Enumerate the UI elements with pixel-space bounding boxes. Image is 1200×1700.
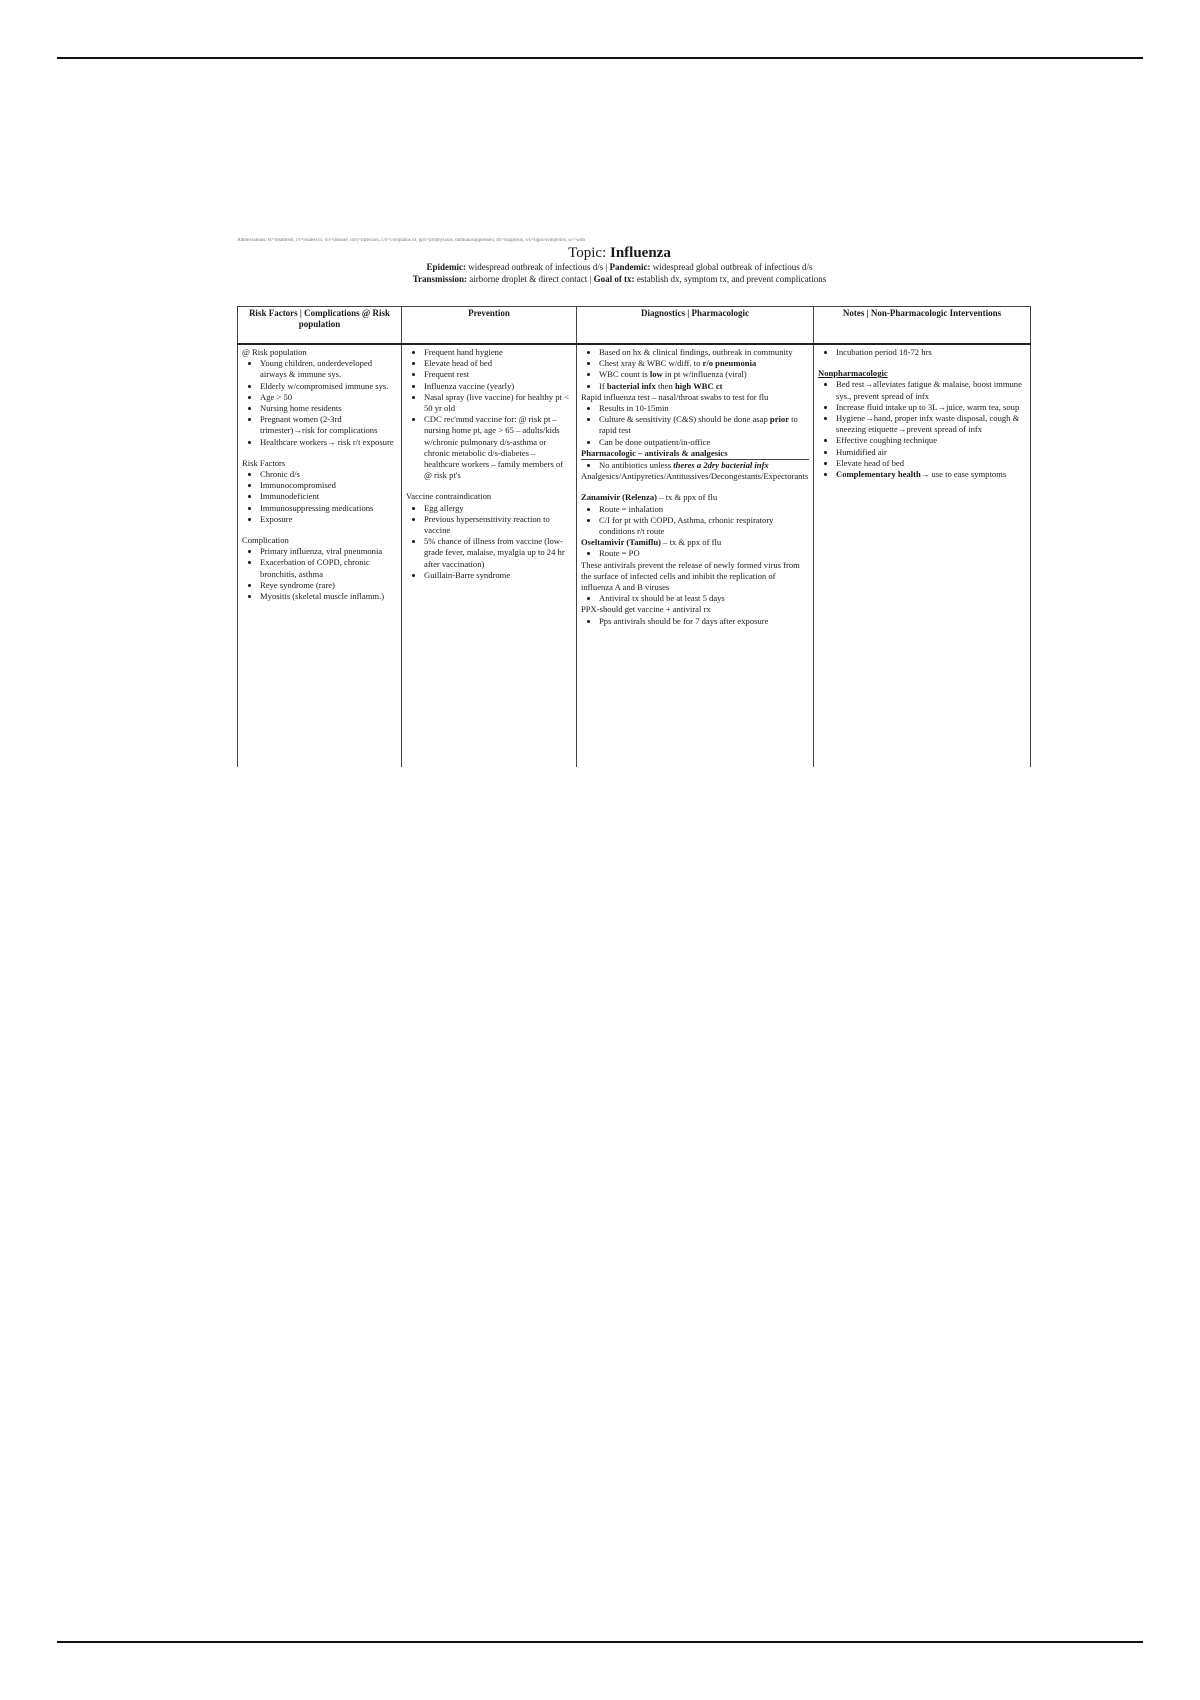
oseltamivir-list — [581, 548, 809, 559]
zanamivir-list — [581, 504, 809, 538]
title-main: Influenza — [610, 245, 671, 261]
list-item: • CDC rec'mmd vaccine for: @ risk pt – nursing home pt, age > 65 – adults/kids w/chronic pulmonary d/s-asthma or chronic metabolic d/s-diabetes – healthcare workers – family members of @ risk pt's — [424, 414, 572, 481]
cell-risk-factors — [238, 344, 402, 767]
pandemic-label: Pandemic: — [609, 262, 651, 272]
ppx-list — [581, 616, 809, 627]
list-item: • 5% chance of illness from vaccine (low-grade fever, malaise, myalgia up to 24 hr after vaccination) — [424, 536, 572, 570]
goal-label: Goal of tx: — [593, 274, 635, 284]
list-item: • Previous hypersensitivity reaction to vaccine — [424, 514, 572, 536]
list-item: • Immunosuppressing medications — [260, 503, 397, 514]
list-item: • Nursing home residents — [260, 403, 397, 414]
list-item: • Pregnant women (2-3rd trimester)→risk for complications — [260, 414, 397, 436]
risk-factors-list — [242, 469, 397, 525]
list-item: • No antibiotics unless theres a 2dry bacterial infx — [599, 460, 809, 471]
cell-prevention — [402, 344, 577, 767]
contraindication-list — [406, 503, 572, 581]
list-item: • Age > 50 — [260, 392, 397, 403]
separator: | — [589, 274, 592, 284]
list-item: • Based on hx & clinical findings, outbreak in community — [599, 347, 809, 358]
list-item: • Increase fluid intake up to 3L→juice, warm tea, soup — [836, 402, 1026, 413]
list-item: • Frequent rest — [424, 369, 572, 380]
list-item: • C/I for pt with COPD, Asthma, crhonic respiratory conditions r/t route — [599, 515, 809, 537]
list-item: • Egg allergy — [424, 503, 572, 514]
header-notes: Notes | Non-Pharmacologic Interventions — [814, 307, 1031, 345]
list-item: • Pps antivirals should be for 7 days after exposure — [599, 616, 809, 627]
list-item: • Reye syndrome (rare) — [260, 580, 397, 591]
list-item: • Guillain-Barre syndrome — [424, 570, 572, 581]
pharm-list — [581, 460, 809, 471]
list-item: • Frequent hand hygiene — [424, 347, 572, 358]
list-item: • Elderly w/compromised immune sys. — [260, 381, 397, 392]
list-item: • If bacterial infx then high WBC ct — [599, 381, 809, 392]
risk-population-list — [242, 358, 397, 448]
transmission-text: airborne droplet & direct contact — [469, 274, 588, 284]
list-item: • Humidified air — [836, 447, 1026, 458]
epidemic-label: Epidemic: — [426, 262, 466, 272]
list-item: • Immunodeficient — [260, 491, 397, 502]
list-item: • Young children, underdeveloped airways & immune sys. — [260, 358, 397, 380]
nonpharmacologic-list — [818, 379, 1026, 480]
risk-population-heading: @ Risk population — [242, 347, 307, 357]
oseltamivir-line: Oseltamivir (Tamiflu) – tx & ppx of flu — [581, 537, 722, 548]
notes-list — [818, 347, 1026, 358]
vaccine-contraindication-heading: Vaccine contraindication — [406, 491, 492, 502]
nonpharmacologic-heading: Nonpharmacologic — [818, 368, 888, 379]
list-item: • Primary influenza, viral pneumonia — [260, 546, 397, 557]
page-title — [237, 245, 1002, 261]
rapid-test-list — [581, 403, 809, 448]
list-item: • Can be done outpatient/in-office — [599, 437, 809, 448]
prevention-list — [406, 347, 572, 481]
antivirals-note: These antivirals prevent the release of newly formed virus from the surface of infected cells and inhibit the replication of influenza A and B viruses — [581, 559, 800, 593]
epidemic-text: widespread outbreak of infectious d/s — [468, 262, 604, 272]
abbreviations-line: Abbreviations: tx=treatment, r/t=related to, d/s=disease, infx=infection, c/o=complains of, ppx=prophylaxis, immunosuppressed, dx=diagnosis, s/s=signs/symptoms, w/=with — [237, 238, 585, 243]
analgesics-text: Analgesics/Antipyretics/Antitussives/Decongestants/Expectorants — [581, 471, 809, 482]
header-risk-factors: Risk Factors | Complications @ Risk population — [238, 307, 402, 345]
transmission-label: Transmission: — [412, 274, 468, 284]
complications-list — [242, 546, 397, 602]
top-rule — [57, 57, 1143, 59]
list-item: • Incubation period 18-72 hrs — [836, 347, 1026, 358]
separator: | — [605, 262, 608, 272]
list-item: • Culture & sensitivity (C&S) should be done asap prior to rapid test — [599, 414, 809, 436]
zanamivir-line: Zanamivir (Relenza) – tx & ppx of flu — [581, 492, 718, 503]
bottom-rule — [57, 1641, 1143, 1643]
goal-text: establish dx, symptom tx, and prevent complications — [636, 274, 827, 284]
list-item: • Route = inhalation — [599, 504, 809, 515]
document-image — [237, 238, 1022, 767]
ppx-text: PPX-should get vaccine + antiviral rx — [581, 604, 711, 615]
list-item: • Antiviral tx should be at least 5 days — [599, 593, 809, 604]
diagnostics-list — [581, 347, 809, 392]
definition-line-1 — [237, 261, 1002, 273]
definition-line-2 — [237, 273, 1002, 285]
list-item: • Exposure — [260, 514, 397, 525]
pandemic-text: widespread global outbreak of infectious d/s — [652, 262, 813, 272]
list-item: • Elevate head of bed — [424, 358, 572, 369]
list-item: • Hygiene→hand, proper infx waste disposal, cough & sneezing etiquette→prevent spread of infx — [836, 413, 1026, 435]
header-diagnostics: Diagnostics | Pharmacologic — [577, 307, 814, 345]
complication-heading: Complication — [242, 535, 289, 546]
pharmacologic-heading: Pharmacologic – antivirals & analgesics — [581, 448, 809, 460]
list-item: • Nasal spray (live vaccine) for healthy pt < 50 yr old — [424, 392, 572, 414]
list-item: • Route = PO — [599, 548, 809, 559]
list-item: • Exacerbation of COPD, chronic bronchitis, asthma — [260, 557, 397, 579]
cell-notes — [814, 344, 1031, 767]
list-item: • WBC count is low in pt w/influenza (viral) — [599, 369, 809, 380]
list-item: • Chronic d/s — [260, 469, 397, 480]
header-prevention: Prevention — [402, 307, 577, 345]
cell-diagnostics — [577, 344, 814, 767]
rapid-test-text: Rapid influenza test – nasal/throat swabs to test for flu — [581, 391, 769, 402]
title-prefix: Topic: — [568, 245, 607, 261]
list-item: • Complementary health→ use to ease symptoms — [836, 469, 1026, 480]
risk-factors-heading: Risk Factors — [242, 457, 286, 468]
notes-table — [237, 306, 1031, 767]
list-item: • Effective coughing technique — [836, 435, 1026, 446]
list-item: • Elevate head of bed — [836, 458, 1026, 469]
antiviral-list — [581, 593, 809, 604]
list-item: • Bed rest→alleviates fatigue & malaise, boost immune sys., prevent spread of infx — [836, 379, 1026, 401]
list-item: • Myositis (skeletal muscle inflamm.) — [260, 591, 397, 602]
list-item: • Results in 10-15min — [599, 403, 809, 414]
list-item: • Immunocompromised — [260, 480, 397, 491]
list-item: • Influenza vaccine (yearly) — [424, 381, 572, 392]
list-item: • Healthcare workers→ risk r/t exposure — [260, 437, 397, 448]
list-item: • Chest xray & WBC w/diff. to r/o pneumonia — [599, 358, 809, 369]
